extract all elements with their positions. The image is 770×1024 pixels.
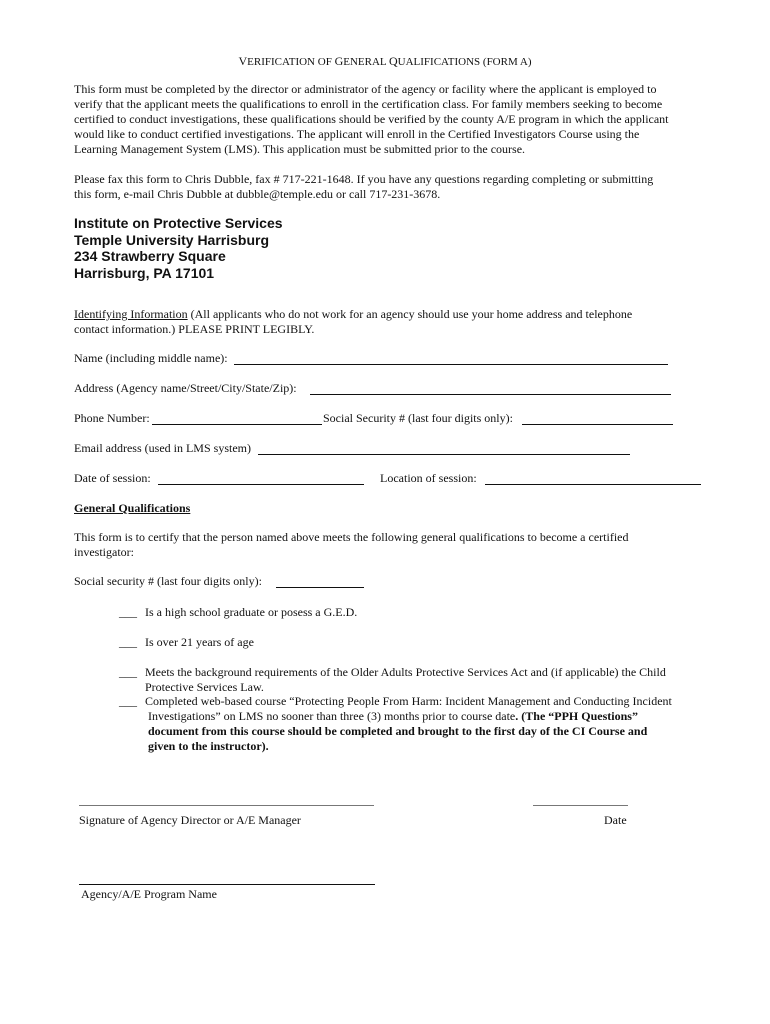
ssn-field[interactable] bbox=[522, 424, 673, 425]
fax-note bbox=[74, 172, 714, 202]
identifying-info-section bbox=[74, 307, 714, 337]
address-field[interactable] bbox=[310, 394, 671, 395]
identifying-info-heading: Identifying Information bbox=[74, 307, 188, 321]
identifying-info-note: (All applicants who do not work for an agency should use your home address and telephone bbox=[187, 307, 633, 321]
date-line[interactable] bbox=[533, 805, 628, 806]
address-line: 234 Strawberry Square bbox=[74, 248, 226, 264]
intro-line: This form must be completed by the director or administrator of the agency or facility where the applicant is employed to bbox=[74, 82, 657, 96]
intro-paragraph bbox=[74, 82, 714, 157]
fax-note-line: Please fax this form to Chris Dubble, fax # 717-221-1648. If you have any questions regarding completing or submitting bbox=[74, 172, 654, 186]
qualification-checkbox[interactable]: ___ bbox=[119, 694, 137, 708]
intro-line: Learning Management System (LMS). This application must be submitted prior to the course. bbox=[74, 142, 526, 156]
qualification-item-ged: Is a high school graduate or posess a G.E.D. bbox=[145, 605, 358, 619]
address-line: Harrisburg, PA 17101 bbox=[74, 264, 215, 281]
gq-ssn-field[interactable] bbox=[276, 587, 364, 588]
gq-ssn-label: Social security # (last four digits only): bbox=[74, 574, 262, 588]
certify-text: This form is to certify that the person named above meets the following general qualifications to become a certified investigator: bbox=[74, 530, 629, 559]
form-title: VERIFICATION OF GENERAL QUALIFICATIONS (FORM A) bbox=[238, 54, 532, 68]
email-field[interactable] bbox=[258, 454, 630, 455]
qualification-item-web-course: Completed web-based course “Protecting People From Harm: Incident Management and Conducting Incident Investigations” on LMS no sooner than three (3) months prior to course date. (The “PPH Questions” document from this course should be completed and brought to the first day of the CI Course and given to the instructor). bbox=[145, 694, 672, 753]
name-field[interactable] bbox=[234, 364, 668, 365]
phone-field[interactable] bbox=[152, 424, 322, 425]
address-line: Temple University Harrisburg bbox=[74, 231, 270, 248]
address-line: Institute on Protective Services bbox=[74, 215, 283, 231]
institute-address bbox=[74, 215, 283, 281]
qualification-item-age: Is over 21 years of age bbox=[145, 635, 254, 649]
date-label: Date bbox=[604, 813, 627, 827]
general-qualifications-heading: General Qualifications bbox=[74, 501, 191, 515]
fax-note-line: this form, e-mail Chris Dubble at dubble@temple.edu or call 717-231-3678. bbox=[74, 187, 441, 201]
email-label: Email address (used in LMS system) bbox=[74, 441, 251, 455]
agency-program-label: Agency/A/E Program Name bbox=[81, 887, 217, 901]
date-of-session-field[interactable] bbox=[158, 484, 364, 485]
identifying-info-note: contact information.) PLEASE PRINT LEGIBLY. bbox=[74, 322, 315, 336]
intro-line: would like to conduct certified investigations. The applicant will enroll in the Certified Investigators Course using the bbox=[74, 127, 640, 141]
qualification-checkbox[interactable]: ___ bbox=[119, 665, 137, 679]
intro-line: verify that the applicant meets the qualifications to enroll in the certification class. For family members seeking to become bbox=[74, 97, 663, 111]
signature-label: Signature of Agency Director or A/E Manager bbox=[79, 813, 301, 827]
date-of-session-label: Date of session: bbox=[74, 471, 151, 485]
qualification-checkbox[interactable]: ___ bbox=[119, 605, 137, 619]
qualification-item-background: Meets the background requirements of the Older Adults Protective Services Act and (if applicable) the Child Protective Services Law. bbox=[145, 665, 666, 694]
location-of-session-label: Location of session: bbox=[380, 471, 477, 485]
agency-program-line[interactable] bbox=[79, 884, 375, 885]
name-label: Name (including middle name): bbox=[74, 351, 228, 365]
ssn-label: Social Security # (last four digits only): bbox=[323, 411, 513, 425]
location-of-session-field[interactable] bbox=[485, 484, 701, 485]
qualification-checkbox[interactable]: ___ bbox=[119, 635, 137, 649]
address-label: Address (Agency name/Street/City/State/Zip): bbox=[74, 381, 297, 395]
signature-line[interactable] bbox=[79, 805, 374, 806]
intro-line: certified to conduct investigations, these qualifications should be verified by the county A/E program in which the applicant bbox=[74, 112, 669, 126]
phone-label: Phone Number: bbox=[74, 411, 150, 425]
